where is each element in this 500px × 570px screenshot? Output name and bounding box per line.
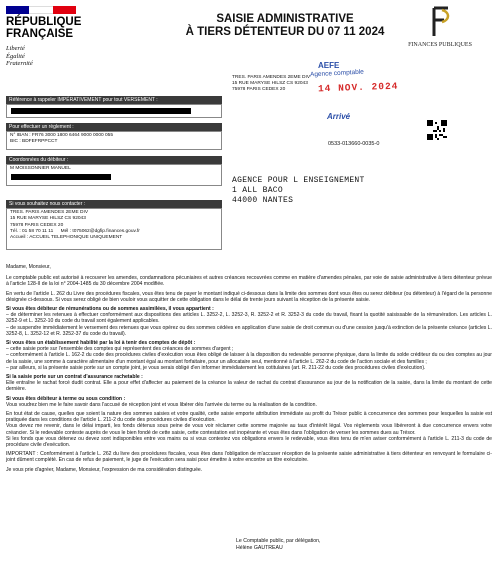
- paragraph: – conformément à l'article L. 162-2 du code des procédures civiles d'exécution vous êtes obligé de laisser à la disposition du redevable personne physique, dans la limite du solde créditeur du ou des comptes au jour de la saisie, une somme à caractère alimentaire d'un montant égal au montant forfaitaire, pour un allocataire seul, mentionné à l'article L. 262-2 du code de l'action sociale et des familles ;: [6, 352, 492, 365]
- stamp-received-date: 14 NOV. 2024: [317, 80, 399, 95]
- paragraph: Si les fonds que vous détenez ou devez sont indisponibles entre vos mains ou si vous contestez vos obligations envers le redevable, vous êtes tenu de m'en aviser conformément à l'article L. 211-3 du code de procédure civile d'exécution.: [6, 435, 492, 449]
- contact-email: Mél : t075062@dgfip.finances.gouv.fr: [60, 228, 140, 234]
- iban-text: N° IBAN : FR76 3000 1800 6464 9000 0000 055: [10, 133, 113, 138]
- debtor-heading: Coordonnées du débiteur :: [6, 156, 222, 164]
- finances-publiques-logo-icon: [420, 4, 460, 40]
- section-heading: Si vous êtes débiteur de rémunérations ou de sommes assimilées, il vous appartient :: [6, 306, 214, 313]
- paragraph: Le comptable public est autorisé à recouvrer les amendes, condamnations pécuniaires et autres créances recouvrées comme en matière d'amendes pénales, par voie de saisie administrative à tiers détenteur prévue à l'article 128-II de la loi n° 2004-1485 du 30 décembre 2004 modifiée.: [6, 275, 492, 288]
- signature-line: Le Comptable public, par délégation,: [236, 538, 321, 544]
- qr-code-icon: [427, 120, 447, 140]
- contact-accueil: Accueil : ACCUEIL TELEPHONIQUE UNIQUEMENT: [10, 235, 123, 241]
- contact-line: TRES. PARIS AMENDES 2EME DIV: [10, 210, 89, 215]
- contact-heading: Si vous souhaitez nous contacter :: [6, 200, 222, 208]
- recipient-address: AGENCE POUR L ENSEIGNEMENT 1 ALL BACO 44000 NANTES: [232, 176, 365, 205]
- stamp-arrive: Arrivé: [327, 112, 351, 121]
- paragraph: – de suspendre immédiatement le versement des retenues que vous opérez ou des sommes cédées en application d'une saisie de droit commun ou d'une cession jusqu'à extinction de la présente créance (articles L. 3252-8, L. 3252-12 et R. 3252-37 du code du travail).: [6, 324, 492, 337]
- section-heading: Si vous êtes un établissement habilité par la loi à tenir des comptes de dépôt :: [6, 340, 196, 347]
- contact-line: 75978 PARIS CEDEX 20: [10, 222, 64, 228]
- signature: [236, 538, 321, 551]
- republic-flag-icon: [6, 6, 76, 14]
- section-heading: Si la saisie porte sur un contrat d'assurance rachetable :: [6, 374, 143, 381]
- payment-heading: Pour effectuer un règlement :: [6, 123, 222, 131]
- reference-bar: Référence à rappeler IMPÉRATIVEMENT pour tout VERSEMENT :: [6, 96, 222, 104]
- stamp-aefe: AEFE: [318, 61, 340, 70]
- republic-motto: Liberté Égalité Fraternité: [6, 45, 33, 67]
- republic-name: RÉPUBLIQUE FRANÇAISE: [6, 16, 82, 40]
- paragraph: Vous devez me revenir, dans le délai imparti, les fonds détenus sous peine de vous voir réclamer cette somme majorée au taux d'intérêt légal. Vos règlements vous libéreront à due concurrence envers votre créancier. Si le redevable conteste auprès de vous le bien fondé de cette saisie, cette contestation est inopérante et vous êtes dans l'obligation de verser les sommes dues au Trésor.: [6, 423, 492, 436]
- paragraph: Elle entraîne le rachat forcé dudit contrat. Elle a pour effet d'affecter au paiement de la créance la valeur de rachat du contrat d'assurance au jour de la notification de la saisie, dans la limite du montant de cette dernière.: [6, 380, 492, 393]
- paragraph: En vertu de l'article L. 262 du Livre des procédures fiscales, vous êtes tenu de payer le montant indiqué ci-dessous dans la limite des sommes dont vous êtes ou serez débiteur (ou détenteur) à l'égard de la personne désignée ci-dessous. Si vous serez obligé de bien vouloir vous acquitter de cette obligation dans le délai de trente jours suivant la réception de la présente saisie.: [6, 290, 492, 303]
- stamp-agence-comptable: Agence comptable: [309, 68, 364, 79]
- sender-address: TRES. PARIS AMENDES 2EME DIV 15 RUE MARYSE HILSZ CS 92043 75978 PARIS CEDEX 20: [232, 75, 311, 92]
- bic-text: BIC : BDFEFRPPCCT: [10, 139, 58, 145]
- document-title: SAISIE ADMINISTRATIVE À TIERS DÉTENTEUR DU 07 11 2024: [185, 13, 385, 38]
- paragraph: – de déterminer les retenues à effectuer conformément aux dispositions des articles L. 3252-2, L. 3252-3, R. 3252-2 et R. 3252-3 du code du travail, fixant la quotité saisissable de la rémunération. Les articles L. 3252-9 et L. 3252-10 du code du travail sont également applicables.: [6, 312, 492, 325]
- closing: Je vous prie d'agréer, Madame, Monsieur, l'expression de ma considération distinguée.: [6, 466, 203, 473]
- contact-line: 15 RUE MARYSE HILSZ CS 92043: [10, 216, 86, 222]
- paragraph: – par ailleurs, si la présente saisie porte sur un compte joint, je vous serais obligé d'en informer immédiatement les cotitulaires (art. R. 211-22 du code des procédures civiles d'exécution).: [6, 364, 426, 371]
- important-paragraph: IMPORTANT : Conformément à l'article L. 262 du livre des procédures fiscales, vous êtes dans l'obligation de m'accuser réception de la présente saisie administrative à tiers détenteur en renvoyant le formulaire ci-joint dûment complété. En cas de refus de paiement, le juge de l'exécution sera saisi pour émettre à votre encontre un titre exécutoire.: [6, 451, 492, 464]
- paragraph: – cette saisie porte sur l'ensemble des comptes qui représentent des créances de sommes d'argent ;: [6, 346, 234, 353]
- redacted-reference: [11, 108, 191, 114]
- redacted-debtor-address: [11, 174, 111, 180]
- debtor-name: M MOISSONNIER MANUEL: [10, 166, 71, 171]
- section-heading: Si vous êtes débiteur à terme ou sous condition :: [6, 395, 126, 402]
- agency-name: FINANCES PUBLIQUES: [408, 42, 472, 48]
- signature-name: Hélène GAUTREAU: [236, 544, 283, 551]
- document-reference-code: 0533-013660-0035-0: [328, 141, 380, 147]
- payment-box: [6, 131, 222, 150]
- contact-box: [6, 208, 222, 250]
- letter-body: [6, 264, 492, 476]
- paragraph: En tout état de cause, quelles que soient la nature des sommes saisies et votre qualité, cette saisie emporte attribution immédiate au profit du Trésor public à concurrence des sommes pour lesquelles la saisie est pratiquée dans les conditions de l'article L. 211-2 du code des procédures civiles d'exécution.: [6, 411, 492, 424]
- contact-phone: Tél. : 01 58 70 11 11: [10, 228, 54, 234]
- debtor-box: [6, 164, 222, 186]
- paragraph: Vous voudrez bien me le faire savoir dans l'accusé de réception joint et vous libérer dès l'arrivée du terme ou la réalisation de la condition.: [6, 401, 317, 408]
- greeting: Madame, Monsieur,: [6, 264, 51, 270]
- reference-box: [6, 104, 222, 118]
